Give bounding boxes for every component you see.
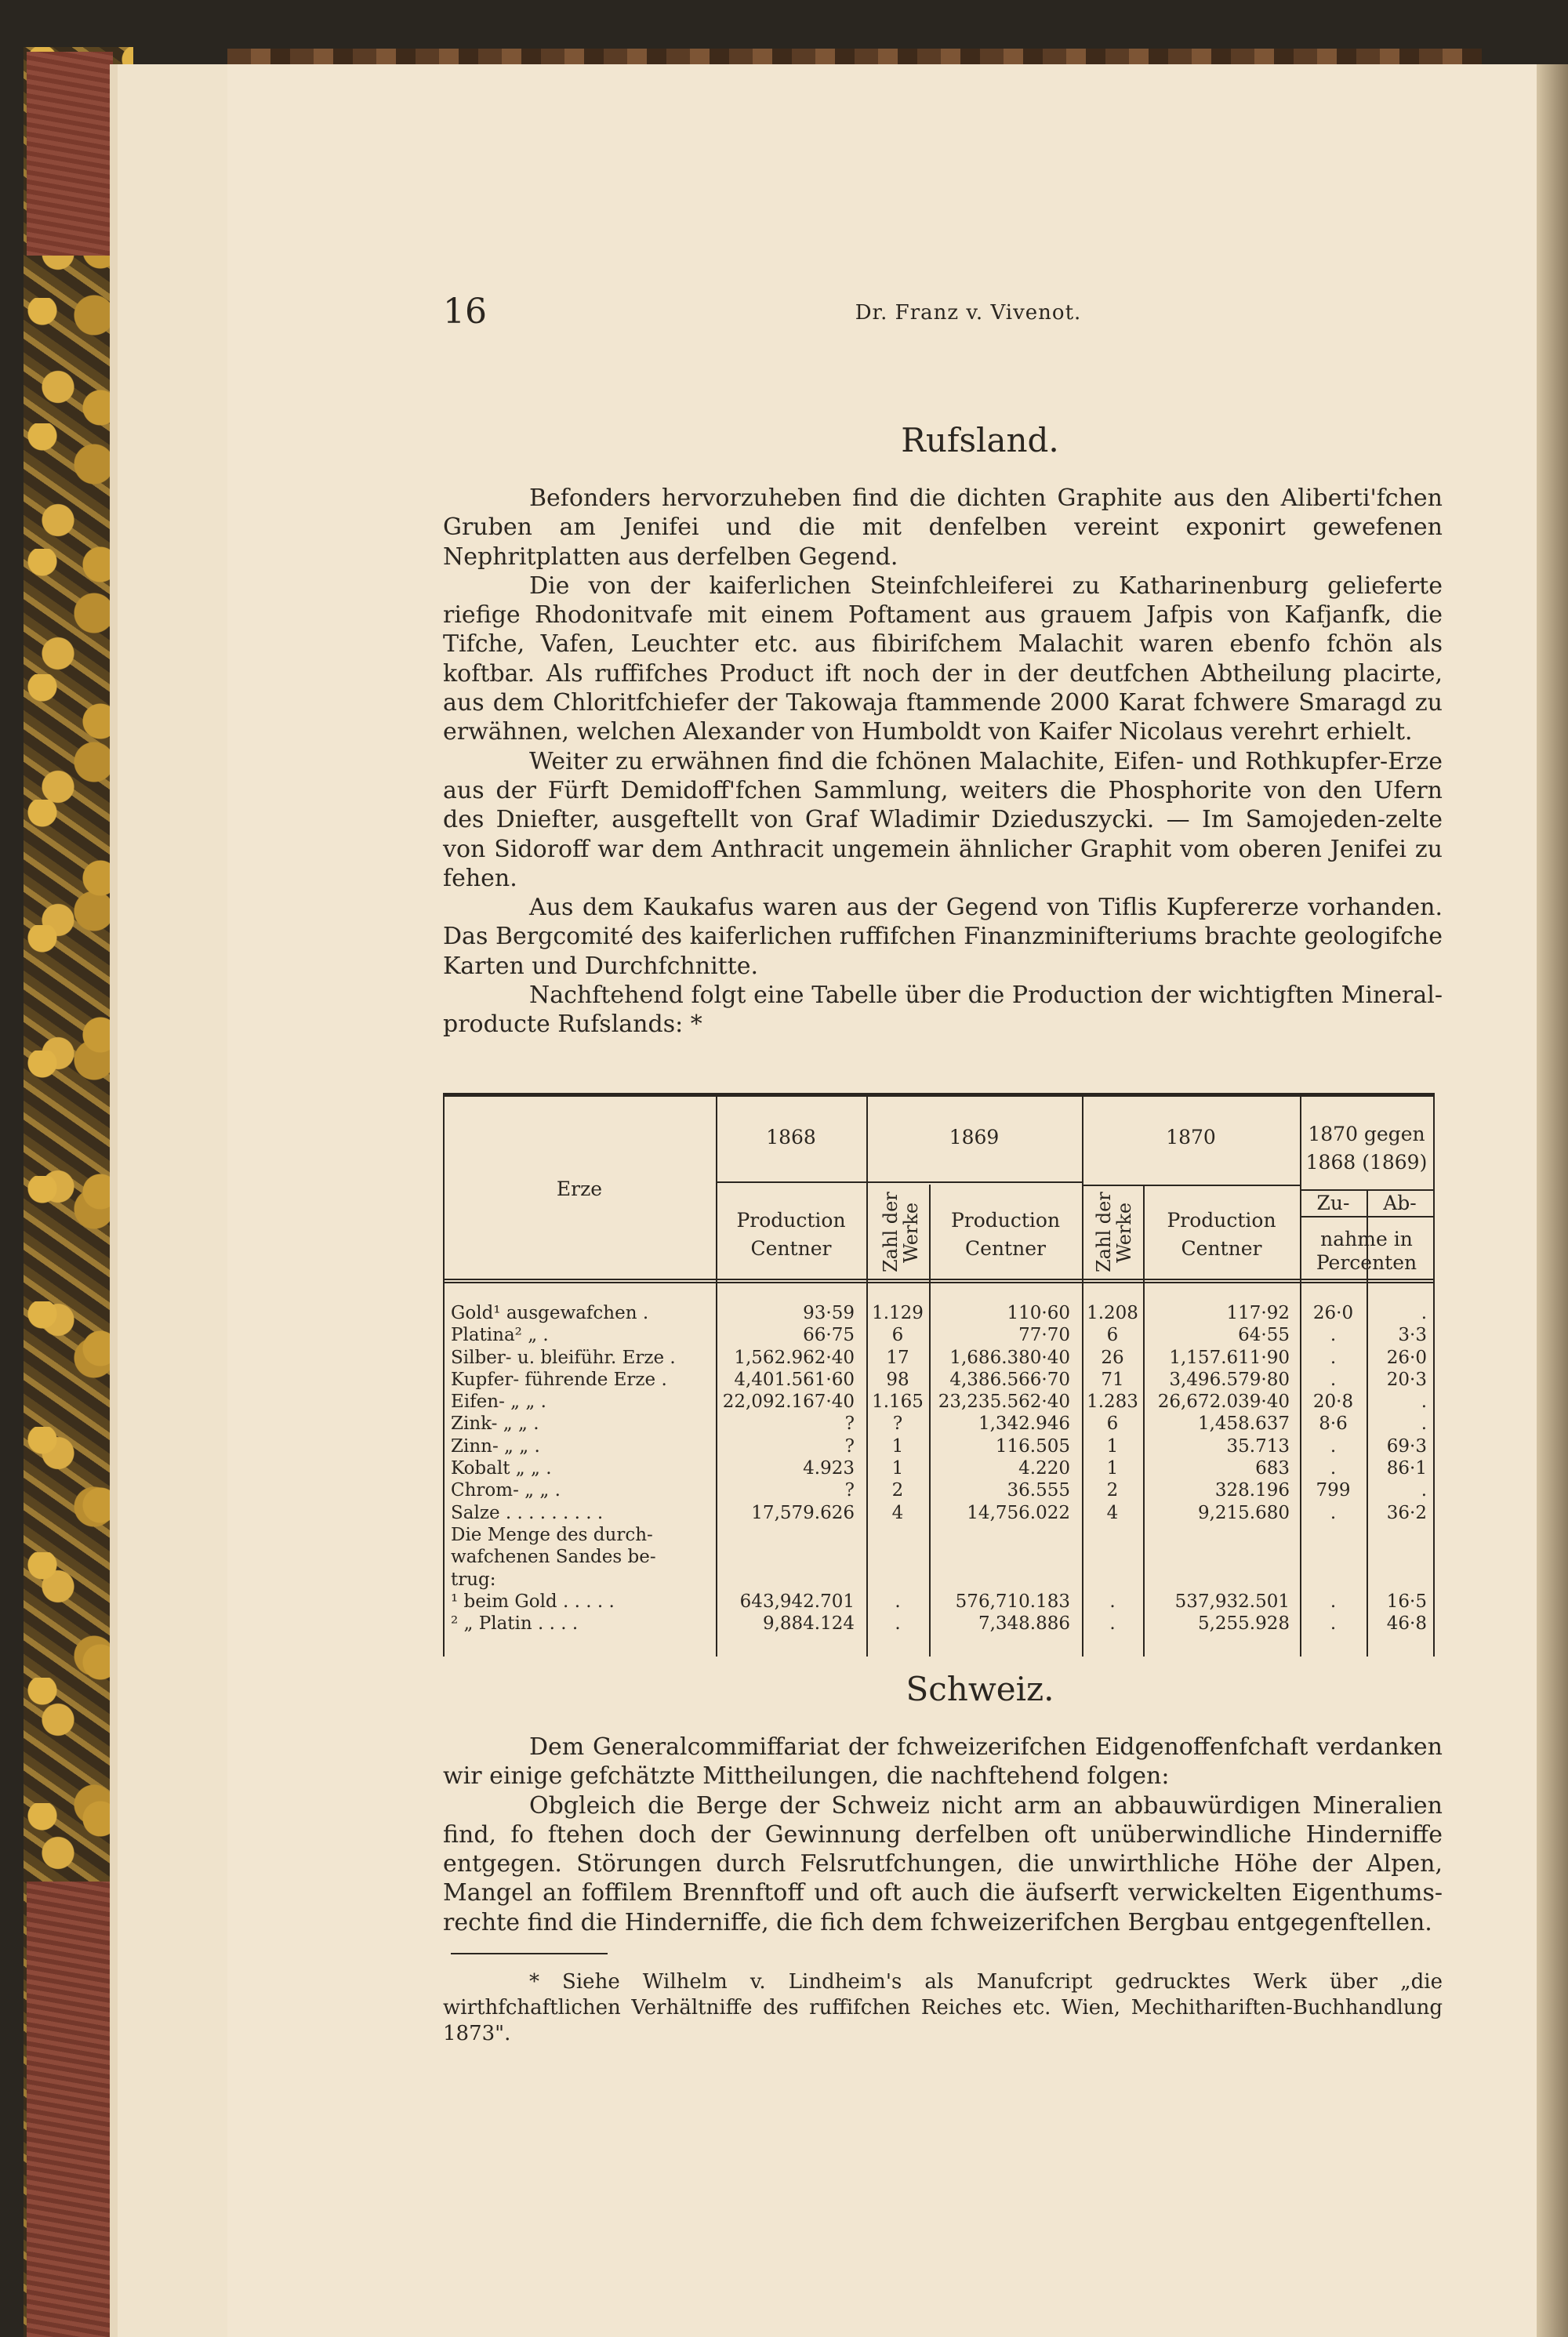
table-cell xyxy=(1145,1524,1290,1546)
table-rule xyxy=(443,1279,1433,1280)
table-cell: 3,496.579·80 xyxy=(1169,1369,1290,1390)
table-cell: . xyxy=(895,1591,901,1612)
book-spine-top xyxy=(27,52,113,256)
table-cell: Gold¹ ausgewafchen . xyxy=(451,1303,649,1323)
header-production: Production xyxy=(950,1209,1061,1232)
header-centner: Centner xyxy=(1181,1237,1262,1260)
table-cell xyxy=(1083,1569,1142,1591)
table-cell: 1,342.946 xyxy=(978,1413,1070,1435)
paragraph: Weiter zu erwähnen find die fchönen Malachite, Eifen- und Rothkupfer-Erze aus der Fürft Demidoff'fchen Sammlung, weiters die Phosphorite von den Ufern des Dniefter, ausgeftellt von Graf Wladimir Dzieduszycki. — Im Samojeden-zelte von Sidoroff war dem Anthracit ungemein ähnlicher Graphit vom oberen Jenifei zu fehen. xyxy=(443,747,1443,892)
table-cell: 26,672.039·40 xyxy=(1157,1392,1290,1413)
column-zunahme xyxy=(1301,1302,1365,1635)
table-cell: 69·3 xyxy=(1386,1435,1427,1457)
page-number: 16 xyxy=(443,292,487,332)
table-cell: 4,386.566·70 xyxy=(949,1369,1070,1390)
table-cell: 46·8 xyxy=(1386,1613,1427,1635)
table-cell: 116.505 xyxy=(995,1435,1070,1457)
table-cell xyxy=(717,1569,855,1591)
table-cell xyxy=(1083,1546,1142,1568)
table-cell: 22,092.167·40 xyxy=(722,1392,855,1413)
table-cell: 1 xyxy=(1106,1435,1119,1457)
table-cell: ? xyxy=(844,1480,855,1501)
table-cell: 1,686.380·40 xyxy=(949,1347,1070,1368)
table-cell: 93·59 xyxy=(803,1303,855,1323)
table-cell: 36.555 xyxy=(1007,1480,1070,1501)
table-cell: . xyxy=(1330,1369,1337,1390)
header-zahl-der-werke: Zahl der Werke xyxy=(1093,1192,1135,1273)
paragraph: Nachftehend folgt eine Tabelle über die Production der wichtigften Mineral-producte Rufslands: * xyxy=(443,982,1443,1039)
book-spine-bottom xyxy=(27,1882,113,2337)
book-page xyxy=(227,64,1537,2337)
table-cell xyxy=(1301,1546,1365,1568)
header-1870: 1870 xyxy=(1166,1126,1216,1149)
table-cell: . xyxy=(1421,1413,1427,1435)
table-cell xyxy=(1301,1524,1365,1546)
header-centner: Centner xyxy=(750,1237,832,1260)
table-cell: 4.220 xyxy=(1018,1458,1070,1479)
table-cell: 643,942.701 xyxy=(739,1591,855,1612)
table-cell: . xyxy=(1109,1613,1116,1635)
column-werke-1869 xyxy=(868,1302,927,1635)
russland-text xyxy=(443,484,1443,1040)
table-cell: Zink- „ „ . xyxy=(451,1413,539,1435)
table-cell: ? xyxy=(892,1413,903,1435)
table-cell: 77·70 xyxy=(1018,1325,1070,1346)
table-cell: Eifen- „ „ . xyxy=(451,1392,546,1413)
table-cell: 1.283 xyxy=(1087,1392,1138,1413)
table-cell: 9,215.680 xyxy=(1197,1502,1290,1523)
table-cell: 23,235.562·40 xyxy=(938,1392,1070,1413)
table-cell: 4 xyxy=(891,1502,904,1523)
table-cell: 66·75 xyxy=(803,1325,855,1346)
table-cell: . xyxy=(1330,1347,1337,1368)
header-production: Production xyxy=(1167,1209,1276,1232)
header-compare-line1: 1870 gegen xyxy=(1308,1123,1425,1145)
table-cell: 36·2 xyxy=(1386,1502,1427,1523)
table-cell: 71 xyxy=(1101,1369,1124,1390)
table-cell: . xyxy=(1330,1591,1337,1612)
table-cell: . xyxy=(1330,1435,1337,1457)
table-cell: . xyxy=(1330,1325,1337,1346)
column-erze xyxy=(451,1302,710,1635)
table-cell: 1.165 xyxy=(872,1392,924,1413)
table-cell: Kobalt „ „ . xyxy=(451,1458,552,1479)
table-cell: 1,458.637 xyxy=(1197,1413,1290,1435)
table-cell: Salze . . . . . . . . . xyxy=(451,1502,604,1523)
header-1869: 1869 xyxy=(949,1126,1000,1149)
table-cell xyxy=(931,1546,1070,1568)
table-cell: 14,756.022 xyxy=(967,1502,1070,1523)
table-rule xyxy=(443,1282,1433,1283)
table-cell xyxy=(931,1524,1070,1546)
table-cell: . xyxy=(1330,1613,1337,1635)
table-cell: 17,579.626 xyxy=(751,1502,855,1523)
table-cell: 16·5 xyxy=(1386,1591,1427,1612)
column-production-1869 xyxy=(931,1302,1070,1635)
schweiz-text xyxy=(443,1733,1443,1937)
table-cell: . xyxy=(1421,1480,1427,1501)
table-cell: wafchenen Sandes be- xyxy=(451,1547,656,1568)
table-rule xyxy=(716,1181,866,1183)
production-table xyxy=(443,1093,1435,1657)
table-cell: 6 xyxy=(891,1325,904,1346)
table-cell: 5,255.928 xyxy=(1197,1613,1290,1635)
table-cell: 1,157.611·90 xyxy=(1169,1347,1290,1368)
table-cell: 2 xyxy=(891,1480,904,1501)
table-cell: Silber- u. bleiführ. Erze . xyxy=(451,1347,676,1368)
header-production: Production xyxy=(736,1209,846,1232)
table-cell xyxy=(1083,1524,1142,1546)
table-cell xyxy=(1368,1524,1427,1546)
footnote-rule xyxy=(451,1953,608,1954)
table-cell: 328.196 xyxy=(1214,1480,1290,1501)
table-cell xyxy=(868,1569,927,1591)
header-ab: Ab- xyxy=(1383,1192,1417,1214)
table-cell: 1 xyxy=(891,1458,904,1479)
footnote xyxy=(443,1969,1443,2047)
table-rule xyxy=(1433,1097,1435,1657)
table-cell xyxy=(717,1524,855,1546)
header-zu: Zu- xyxy=(1316,1192,1350,1214)
table-cell: ² „ Platin . . . . xyxy=(451,1613,579,1635)
table-cell: 35.713 xyxy=(1226,1435,1290,1457)
table-rule xyxy=(1082,1185,1300,1186)
table-cell: 6 xyxy=(1106,1325,1119,1346)
header-compare-line2: 1868 (1869) xyxy=(1305,1151,1428,1174)
table-cell: 1 xyxy=(1106,1458,1119,1479)
table-cell: 6 xyxy=(1106,1413,1119,1435)
header-centner: Centner xyxy=(965,1237,1046,1260)
column-abnahme xyxy=(1368,1302,1427,1635)
header-zahl-der-werke: Zahl der Werke xyxy=(880,1192,922,1273)
table-cell: 26 xyxy=(1101,1347,1124,1368)
table-cell: 20·8 xyxy=(1312,1392,1354,1413)
header-nahme-in: nahme in xyxy=(1320,1228,1413,1250)
table-cell: 117·92 xyxy=(1226,1303,1290,1323)
section-title-russland: Rufsland. xyxy=(901,421,1059,459)
header-percenten: Percenten xyxy=(1316,1251,1417,1274)
table-cell: 17 xyxy=(886,1347,909,1368)
column-production-1868 xyxy=(717,1302,855,1635)
paragraph: Befonders hervorzuheben find die dichten Graphite aus den Aliberti'fchen Gruben am Jenifei und die mit denfelben vereint exponirt gewefenen Nephritplatten aus derfelben Gegend. xyxy=(443,484,1443,571)
column-production-1870 xyxy=(1145,1302,1290,1635)
table-cell: 86·1 xyxy=(1386,1458,1427,1479)
table-cell: 4.923 xyxy=(803,1458,855,1479)
table-cell: 2 xyxy=(1106,1480,1119,1501)
paragraph: Dem Generalcommiffariat der fchweizerifchen Eidgenoffenfchaft verdanken wir einige gefchätzte Mittheilungen, die nachftehend folgen: xyxy=(443,1733,1443,1791)
table-cell: 1,562.962·40 xyxy=(734,1347,855,1368)
table-cell: 110·60 xyxy=(1007,1303,1070,1323)
table-cell: 3·3 xyxy=(1398,1325,1427,1346)
table-cell: 26·0 xyxy=(1312,1303,1354,1323)
table-cell xyxy=(931,1569,1070,1591)
running-head: Dr. Franz v. Vivenot. xyxy=(855,301,1082,325)
column-werke-1870 xyxy=(1083,1302,1142,1635)
table-cell: . xyxy=(895,1613,901,1635)
table-cell: 1.129 xyxy=(872,1303,924,1323)
section-title-schweiz: Schweiz. xyxy=(906,1670,1054,1708)
table-cell: 1 xyxy=(891,1435,904,1457)
paragraph: Obgleich die Berge der Schweiz nicht arm an abbauwürdigen Mineralien find, fo ftehen doch der Gewinnung derfelben oft unüberwindliche Hinderniffe entgegen. Störungen durch Felsrutfchungen, die unwirthliche Höhe der Alpen, Mangel an foffilem Brennftoff und oft auch die äufserft verwickelten Eigenthums-rechte find die Hinderniffe, die fich dem fchweizerifchen Bergbau entgegenftellen. xyxy=(443,1791,1443,1936)
paragraph: Die von der kaiferlichen Steinfchleiferei zu Katharinenburg gelieferte riefige Rhodonitvafe mit einem Poftament aus grauem Jafpis von Kafjanfk, die Tifche, Vafen, Leuchter etc. aus fibirifchem Malachit waren ebenfo fchön als koftbar. Als ruffifches Product ift noch der in der deutfchen Abtheilung placirte, aus dem Chloritfchiefer der Takowaja ftammende 2000 Karat fchwere Smaragd zu erwähnen, welchen Alexander von Humboldt von Kaifer Nicolaus verehrt erhielt. xyxy=(443,572,1443,746)
table-cell: 8·6 xyxy=(1319,1413,1348,1435)
header-erze: Erze xyxy=(556,1178,603,1200)
table-cell: 1.208 xyxy=(1087,1303,1138,1323)
table-cell: 683 xyxy=(1255,1458,1290,1479)
table-cell: 26·0 xyxy=(1386,1347,1427,1368)
table-cell xyxy=(1368,1546,1427,1568)
table-cell: . xyxy=(1330,1502,1337,1523)
paragraph: Aus dem Kaukafus waren aus der Gegend von Tiflis Kupfererze vorhanden. Das Bergcomité des kaiferlichen ruffifchen Finanzminifteriums brachte geologifche Karten und Durchfchnitte. xyxy=(443,894,1443,980)
table-cell: . xyxy=(1330,1458,1337,1479)
table-cell xyxy=(717,1546,855,1568)
table-cell: 64·55 xyxy=(1238,1325,1290,1346)
table-cell: Chrom- „ „ . xyxy=(451,1480,561,1501)
table-cell: 98 xyxy=(886,1369,909,1390)
table-cell: Zinn- „ „ . xyxy=(451,1435,540,1457)
page-gutter xyxy=(1537,64,1568,2337)
table-cell: . xyxy=(1109,1591,1116,1612)
table-cell: trug: xyxy=(451,1569,496,1590)
table-cell: ¹ beim Gold . . . . . xyxy=(451,1591,615,1612)
table-cell: 9,884.124 xyxy=(762,1613,855,1635)
table-cell xyxy=(868,1524,927,1546)
table-cell xyxy=(1301,1569,1365,1591)
table-cell xyxy=(1368,1569,1427,1591)
table-cell: ? xyxy=(844,1435,855,1457)
table-cell xyxy=(1145,1569,1290,1591)
table-cell: Kupfer- führende Erze . xyxy=(451,1369,667,1390)
table-cell: 4,401.561·60 xyxy=(734,1369,855,1390)
table-cell: 7,348.886 xyxy=(978,1613,1070,1635)
table-cell: 537,932.501 xyxy=(1174,1591,1290,1612)
table-cell: 20·3 xyxy=(1386,1369,1427,1390)
table-cell: . xyxy=(1421,1303,1427,1323)
table-cell: ? xyxy=(844,1413,855,1435)
table-cell: 4 xyxy=(1106,1502,1119,1523)
table-cell xyxy=(1145,1546,1290,1568)
table-cell: . xyxy=(1421,1392,1427,1413)
footnote-text: * Siehe Wilhelm v. Lindheim's als Manufcript gedrucktes Werk über „die wirthfchaftlichen Verhältniffe des ruffifchen Reiches etc. Wien, Mechithariften-Buchhandlung 1873". xyxy=(443,1970,1443,2045)
table-cell: Platina² „ . xyxy=(451,1325,549,1346)
table-cell: Die Menge des durch- xyxy=(451,1524,653,1545)
header-1868: 1868 xyxy=(766,1126,816,1149)
table-cell xyxy=(868,1546,927,1568)
table-cell: 576,710.183 xyxy=(955,1591,1070,1612)
table-rule xyxy=(866,1181,1082,1183)
table-cell: 799 xyxy=(1316,1480,1351,1501)
